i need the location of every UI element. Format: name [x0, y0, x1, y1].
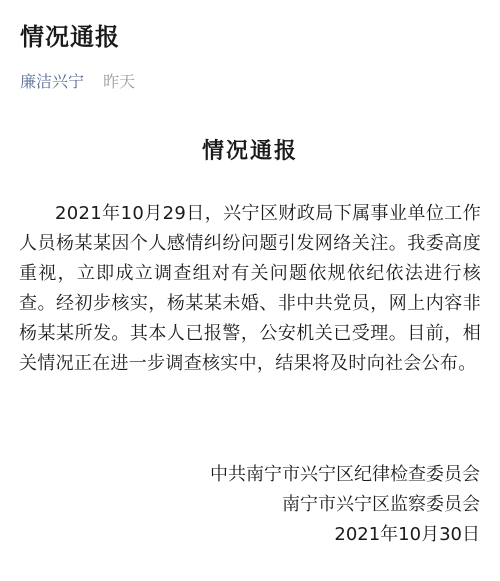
- article-title: 情况通报: [20, 23, 120, 51]
- account-name-link[interactable]: 廉洁兴宁: [20, 72, 85, 91]
- article-meta: [20, 70, 135, 94]
- document-body: 2021年10月29日，兴宁区财政局下属事业单位工作人员杨某某因个人感情纠纷问题引发网络关注。我委高度重视，立即成立调查组对有关问题依规依纪依法进行核查。经初步核实，杨某某未婚、非中共党员，网上内容非杨某某所发。其本人已报警，公安机关已受理。目前，相关情况正在进一步调查核实中，结果将及时向社会公布。: [19, 203, 481, 374]
- signature-org-supervision: 南宁市兴宁区监察委员会: [282, 494, 480, 515]
- signature-org-discipline: 中共南宁市兴宁区纪律检查委员会: [210, 464, 480, 485]
- document-heading: 情况通报: [201, 139, 298, 164]
- publish-time: 昨天: [103, 72, 136, 91]
- signature-date: 2021年10月30日: [334, 524, 480, 545]
